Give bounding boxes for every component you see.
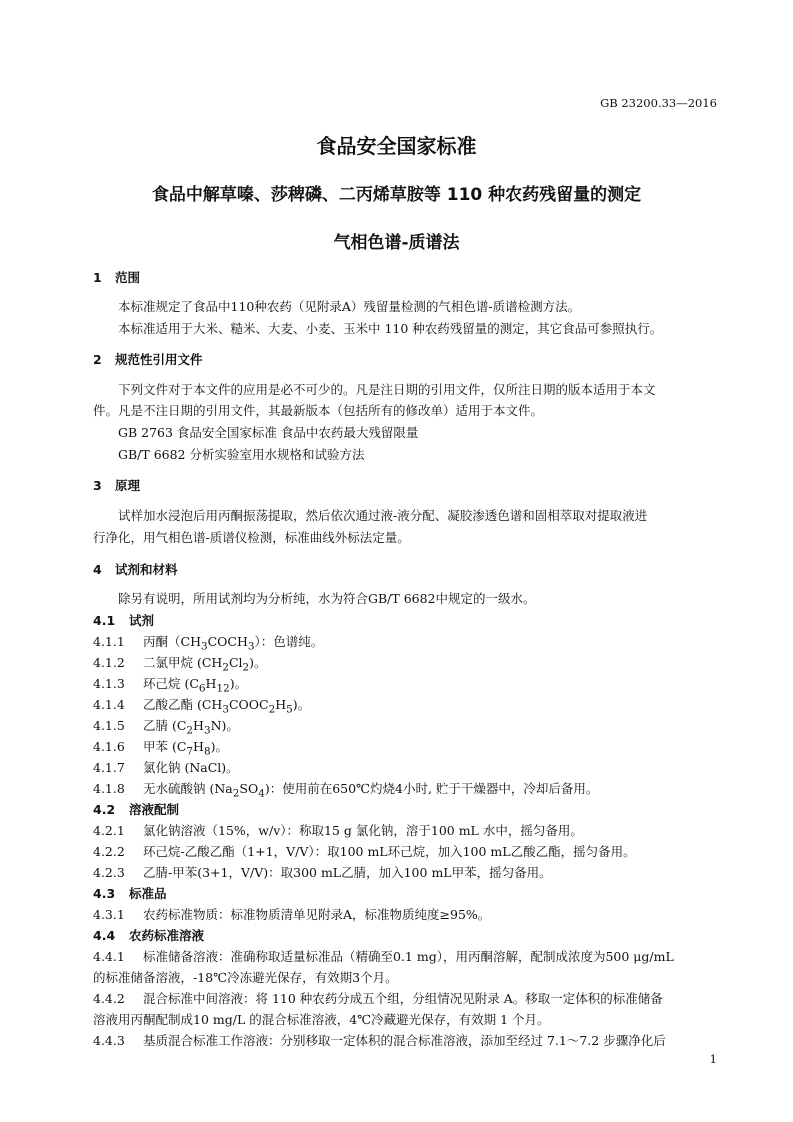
item-text: COCH	[207, 634, 248, 649]
subscript: 2	[186, 724, 194, 737]
standard-number: GB 23200.33—2016	[600, 96, 717, 110]
page-number: 1	[709, 1052, 717, 1066]
section-title: 规范性引用文件	[115, 352, 203, 367]
list-item	[93, 842, 636, 860]
item-number: 4.2.3	[93, 865, 125, 880]
subscript: 2	[222, 661, 229, 674]
subscript: 4	[258, 787, 265, 800]
item-number: 4.4.3	[93, 1033, 125, 1048]
paragraph: 本标准适用于大米、糙米、大麦、小麦、玉米中 110 种农药残留量的测定，其它食品可参照执行。	[118, 321, 663, 336]
list-item	[93, 653, 267, 674]
section-1-heading	[93, 268, 140, 286]
list-item	[93, 947, 674, 965]
subsection-title: 试剂	[129, 613, 155, 628]
subscript: 3	[247, 640, 255, 653]
subscript: 5	[286, 703, 293, 716]
subsection-4-4-heading	[93, 926, 204, 944]
item-number: 4.1.7	[93, 760, 125, 775]
list-item	[93, 989, 663, 1007]
subscript: 6	[198, 682, 206, 695]
paragraph: 试样加水浸泡后用丙酮振荡提取，然后依次通过液-液分配、凝胶渗透色谱和固相萃取对提取液进	[118, 508, 648, 523]
subsection-title: 溶液配制	[129, 802, 180, 817]
item-number: 4.1.6	[93, 739, 125, 754]
subscript: 2	[268, 703, 276, 716]
item-text: 乙腈 (C	[143, 718, 187, 733]
item-text: )。	[210, 739, 228, 754]
subscript: 12	[216, 682, 230, 695]
normative-reference: GB 2763 食品安全国家标准 食品中农药最大残留限量	[118, 425, 419, 440]
section-3-heading	[93, 476, 140, 494]
item-text: 乙腈-甲苯(3+1，V/V)：取300 mL乙腈，加入100 mL甲苯，摇匀备用。	[143, 865, 552, 880]
item-number: 4.1.3	[93, 676, 125, 691]
item-number: 4.1.1	[93, 634, 125, 649]
item-text: )：使用前在650℃灼烧4小时, 贮于干燥器中，冷却后备用。	[264, 781, 599, 796]
paragraph: 除另有说明，所用试剂均为分析纯，水为符合GB/T 6682中规定的一级水。	[118, 591, 536, 606]
list-item	[93, 779, 598, 800]
item-text: Cl	[228, 655, 243, 670]
subsection-4-2-heading	[93, 800, 179, 818]
subsection-number: 4.1	[93, 613, 116, 628]
item-text: 氯化钠溶液（15%，w/v）：称取15 g 氯化钠，溶于100 mL 水中，摇匀备用。	[143, 823, 583, 838]
item-text: 无水硫酸钠 (Na	[143, 781, 233, 796]
item-text: )。	[229, 676, 248, 691]
section-title: 试剂和材料	[115, 562, 178, 577]
item-number: 4.1.2	[93, 655, 125, 670]
section-number: 1	[93, 270, 102, 285]
subscript: 2	[232, 787, 240, 800]
subsection-number: 4.2	[93, 802, 116, 817]
section-number: 2	[93, 352, 102, 367]
paragraph-continuation: 行净化，用气相色谱-质谱仪检测，标准曲线外标法定量。	[93, 530, 410, 545]
title-line-2: 食品中解草嗪、莎稗磷、二丙烯草胺等 110 种农药残留量的测定	[151, 185, 642, 205]
item-text: H	[193, 739, 204, 754]
section-title: 范围	[115, 270, 141, 285]
list-item	[93, 1031, 666, 1049]
subscript: 3	[222, 703, 229, 716]
item-text: ）：色谱纯。	[254, 634, 324, 649]
paragraph: 下列文件对于本文件的应用是必不可少的。凡是注日期的引用文件，仅所注日期的版本适用于本文	[118, 382, 656, 397]
item-text: H	[275, 697, 287, 712]
item-text: 混合标准中间溶液：将 110 种农药分成五个组，分组情况见附录 A。移取一定体积的标准储备	[143, 991, 663, 1006]
section-number: 4	[93, 562, 102, 577]
item-text: )。	[249, 655, 267, 670]
subsection-title: 标准品	[129, 886, 167, 901]
list-item	[93, 674, 247, 695]
list-item	[93, 632, 323, 653]
item-text: N)。	[210, 718, 239, 733]
item-number: 4.3.1	[93, 907, 125, 922]
item-text: 农药标准物质：标准物质清单见附录A，标准物质纯度≥95%。	[143, 907, 491, 922]
item-number: 4.1.8	[93, 781, 125, 796]
paragraph: 本标准规定了食品中110种农药（见附录A）残留量检测的气相色谱-质谱检测方法。	[118, 299, 581, 314]
subscript: 7	[186, 745, 194, 758]
list-item	[93, 716, 239, 737]
item-text: 丙酮（CH	[143, 634, 201, 649]
list-item	[93, 758, 239, 776]
item-text: 标准储备溶液：准确称取适量标准品（精确至0.1 mg），用丙酮溶解，配制成浓度为500 μg/mL	[143, 949, 674, 964]
item-number: 4.2.2	[93, 844, 125, 859]
item-number: 4.2.1	[93, 823, 125, 838]
item-text: )。	[292, 697, 311, 712]
item-continuation: 溶液用丙酮配制成10 mg/L 的混合标准溶液，4℃冷藏避光保存，有效期 1 个月。	[93, 1012, 550, 1027]
list-item	[93, 821, 583, 839]
list-item	[93, 737, 228, 758]
list-item	[93, 905, 490, 923]
subsection-number: 4.4	[93, 928, 116, 943]
item-text: 基质混合标准工作溶液：分别移取一定体积的混合标准溶液，添加至经过 7.1～7.2 步骤净化后	[143, 1033, 666, 1048]
subscript: 2	[242, 661, 250, 674]
item-text: H	[193, 718, 204, 733]
item-text: COOC	[228, 697, 269, 712]
subsection-title: 农药标准溶液	[129, 928, 205, 943]
item-number: 4.1.4	[93, 697, 125, 712]
item-text: 环己烷 (C	[143, 676, 199, 691]
item-text: SO	[239, 781, 259, 796]
item-text: 甲苯 (C	[143, 739, 187, 754]
list-item	[93, 863, 552, 881]
subsection-number: 4.3	[93, 886, 116, 901]
item-text: 环己烷-乙酸乙酯（1+1，V/V）：取100 mL环己烷，加入100 mL乙酸乙酯，摇匀备用。	[143, 844, 636, 859]
item-text: 二氯甲烷 (CH	[143, 655, 223, 670]
item-text: 乙酸乙酯 (CH	[143, 697, 223, 712]
title-line-1: 食品安全国家标准	[316, 134, 477, 158]
item-text: 氯化钠 (NaCl)。	[143, 760, 239, 775]
subsection-4-3-heading	[93, 884, 167, 902]
section-2-heading	[93, 350, 203, 368]
section-4-heading	[93, 560, 178, 578]
item-number: 4.1.5	[93, 718, 125, 733]
item-number: 4.4.2	[93, 991, 125, 1006]
subscript: 3	[203, 724, 211, 737]
subsection-4-1-heading	[93, 611, 154, 629]
item-text: H	[205, 676, 217, 691]
normative-reference: GB/T 6682 分析实验室用水规格和试验方法	[118, 447, 365, 462]
subscript: 8	[203, 745, 211, 758]
section-number: 3	[93, 478, 102, 493]
item-number: 4.4.1	[93, 949, 125, 964]
section-title: 原理	[115, 478, 141, 493]
paragraph-continuation: 件。凡是不注日期的引用文件，其最新版本（包括所有的修改单）适用于本文件。	[93, 403, 544, 418]
title-line-3: 气相色谱-质谱法	[333, 233, 460, 253]
subscript: 3	[200, 640, 208, 653]
list-item	[93, 695, 310, 716]
item-continuation: 的标准储备溶液，-18℃冷冻避光保存，有效期3个月。	[93, 970, 398, 985]
